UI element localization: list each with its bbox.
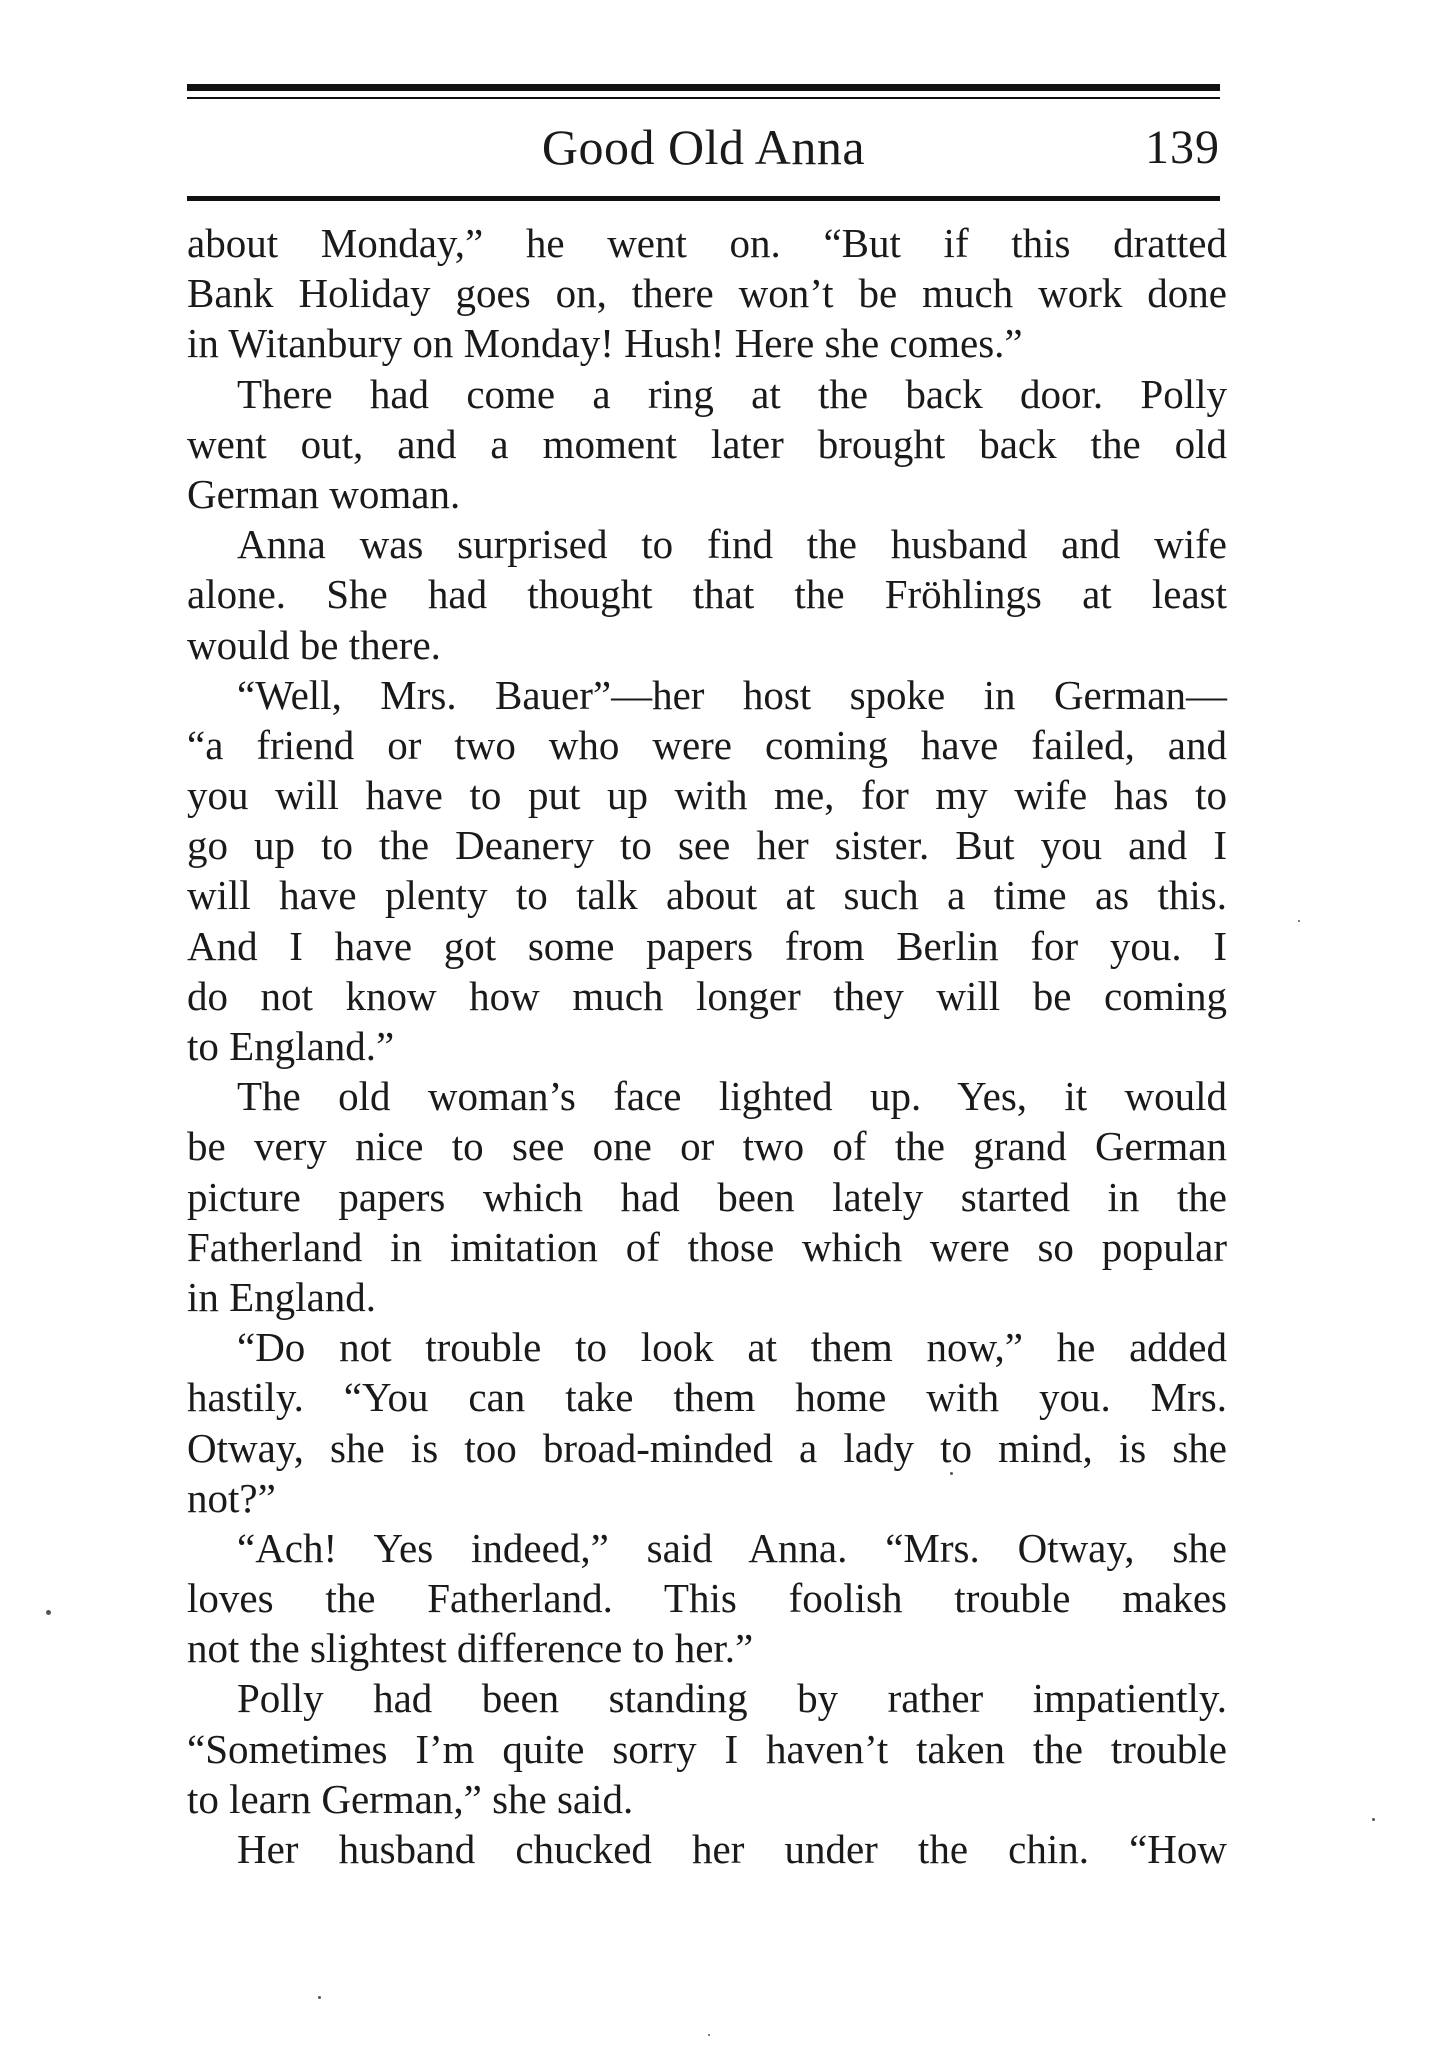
text-line: And I have got some papers from Berlin for you. I [187, 922, 1227, 969]
text-line: German woman. [187, 470, 461, 517]
text-line: not the slightest difference to her.” [187, 1625, 754, 1672]
text-line: would be there. [187, 621, 441, 668]
text-line: Fatherland in imitation of those which were so popular [187, 1223, 1227, 1270]
header-double-rule-thin [187, 97, 1220, 99]
text-line: in Witanbury on Monday! Hush! Here she comes.” [187, 320, 1023, 367]
scan-speck [318, 1996, 321, 1999]
text-line: picture papers which had been lately started in the [187, 1173, 1227, 1220]
text-line: to England.” [187, 1023, 395, 1069]
running-title: Good Old Anna [541, 119, 866, 175]
header-double-rule-thick [187, 84, 1220, 91]
text-line: to learn German,” she said. [187, 1775, 634, 1822]
text-line: in England. [187, 1273, 377, 1320]
text-line: will have plenty to talk about at such a time as this. [187, 872, 1227, 919]
header-rule [187, 196, 1220, 201]
text-line: “Well, Mrs. Bauer”—her host spoke in German— [237, 671, 1227, 718]
text-line: “Sometimes I’m quite sorry I haven’t taken the trouble [187, 1725, 1227, 1772]
text-line: There had come a ring at the back door. Polly [237, 370, 1227, 417]
scan-speck [708, 2034, 710, 2036]
text-line: you will have to put up with me, for my wife has to [187, 772, 1227, 819]
text-line: do not know how much longer they will be coming [187, 972, 1227, 1019]
text-line: go up to the Deanery to see her sister. But you and I [187, 822, 1227, 869]
text-line: Anna was surprised to find the husband and wife [237, 521, 1227, 568]
text-line: The old woman’s face lighted up. Yes, it would [237, 1073, 1227, 1120]
text-line: “Ach! Yes indeed,” said Anna. “Mrs. Otway, she [237, 1524, 1227, 1571]
page-number: 139 [1145, 121, 1220, 174]
scan-speck [1372, 1818, 1375, 1821]
text-line: hastily. “You can take them home with you. Mrs. [187, 1374, 1227, 1421]
text-line: went out, and a moment later brought back the old [187, 420, 1227, 467]
text-line: Polly had been standing by rather impatiently. [237, 1675, 1227, 1722]
text-line: Bank Holiday goes on, there won’t be much work done [187, 270, 1227, 317]
text-line: about Monday,” he went on. “But if this dratted [187, 220, 1227, 266]
scan-speck [950, 1472, 953, 1475]
text-line: “a friend or two who were coming have failed, and [187, 721, 1227, 768]
text-line: not?” [187, 1474, 276, 1521]
running-header [187, 110, 1220, 188]
body-text [187, 218, 1227, 1874]
text-line: Her husband chucked her under the chin. “How [237, 1826, 1227, 1872]
text-line: Otway, she is too broad-minded a lady to mind, is she [187, 1424, 1227, 1471]
scan-speck [1298, 920, 1300, 922]
scan-speck [46, 1610, 51, 1615]
text-line: “Do not trouble to look at them now,” he added [237, 1324, 1227, 1371]
text-line: alone. She had thought that the Fröhlings at least [187, 571, 1227, 618]
text-line: be very nice to see one or two of the grand German [187, 1123, 1227, 1170]
text-line: loves the Fatherland. This foolish trouble makes [187, 1575, 1227, 1622]
